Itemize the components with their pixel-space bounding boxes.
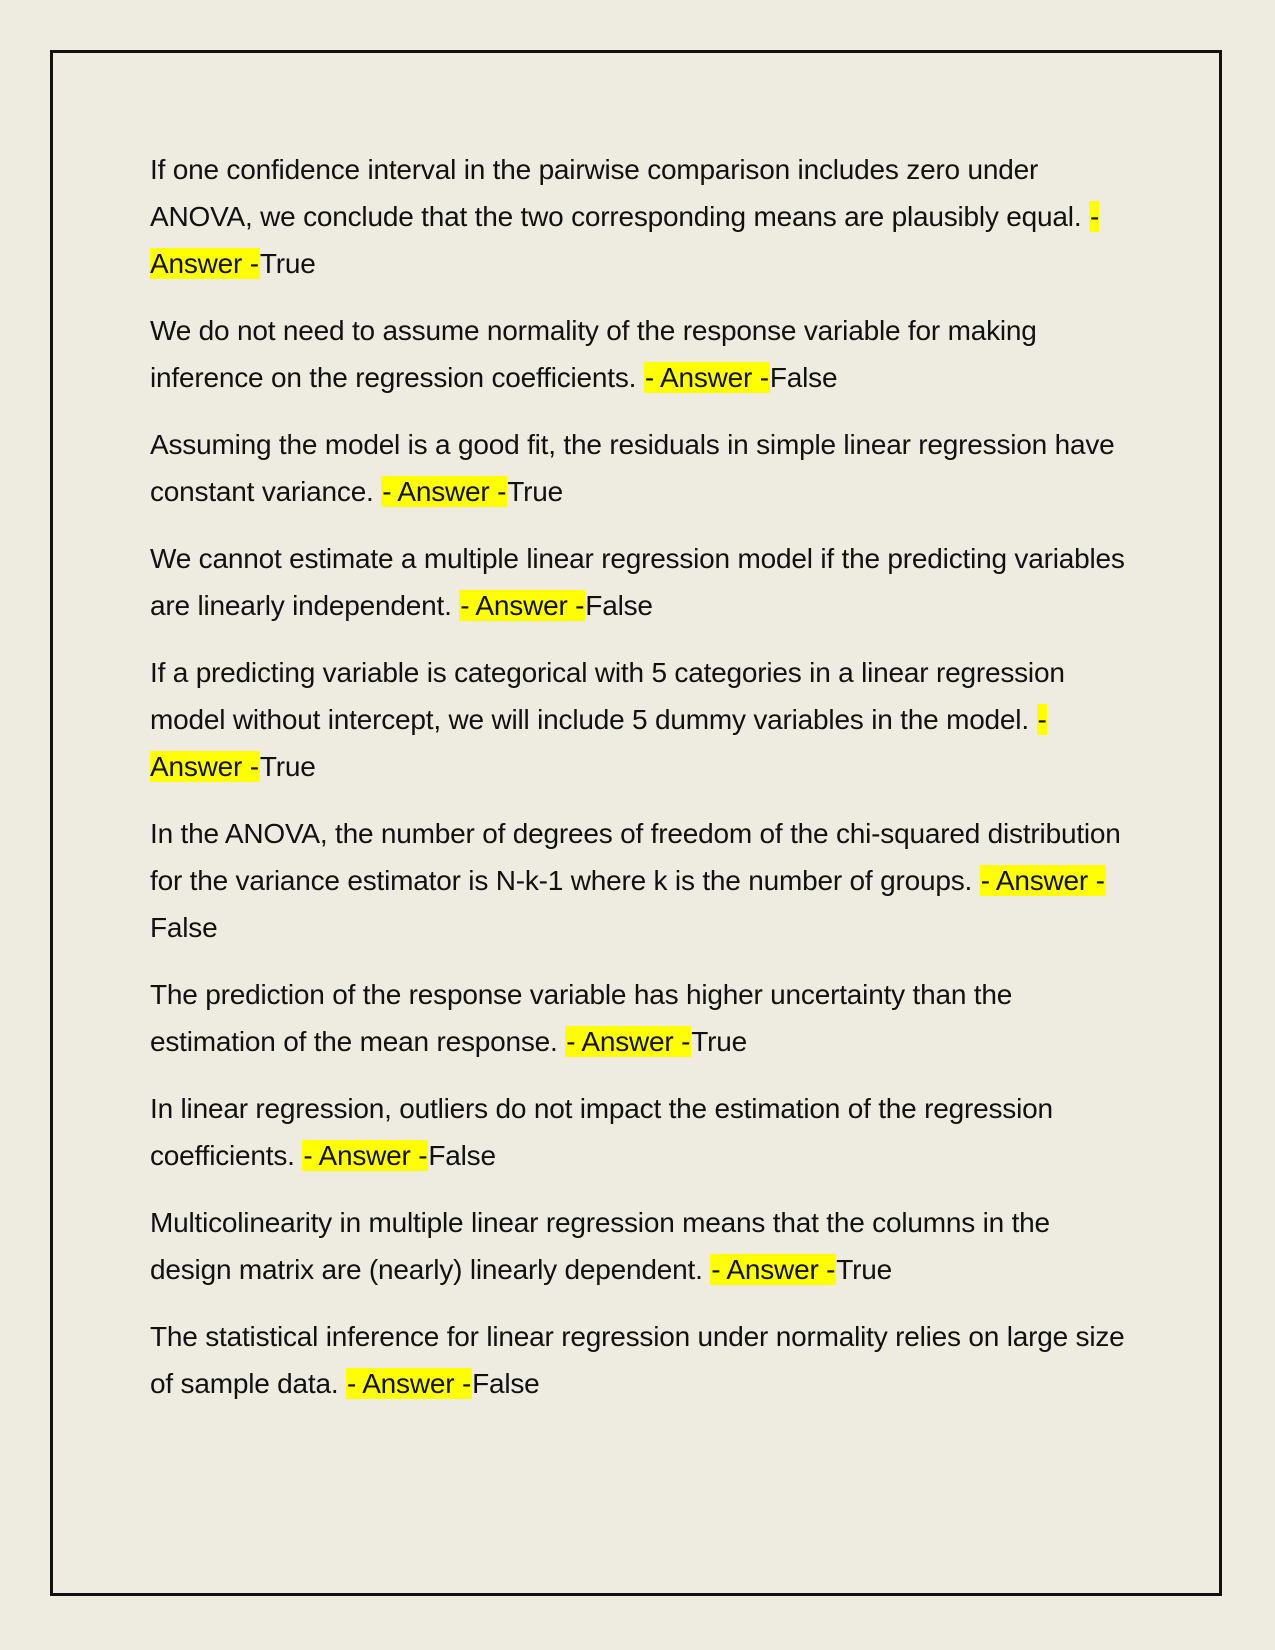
answer-highlight: - Answer - xyxy=(382,476,507,507)
answer-highlight: - Answer - xyxy=(460,590,585,621)
question-text: The statistical inference for linear regression under normality relies on large size of sample data. xyxy=(150,1321,1125,1399)
answer-highlight: - Answer - xyxy=(566,1026,691,1057)
answer-text: False xyxy=(585,590,653,621)
qa-item xyxy=(150,649,1135,790)
question-text: We do not need to assume normality of the response variable for making inference on the regression coefficients. xyxy=(150,315,1037,393)
qa-item xyxy=(150,1313,1135,1407)
answer-text: True xyxy=(691,1026,747,1057)
question-text: Multicolinearity in multiple linear regression means that the columns in the design matrix are (nearly) linearly dependent. xyxy=(150,1207,1050,1285)
qa-list xyxy=(150,146,1135,1427)
qa-item xyxy=(150,421,1135,515)
answer-text: True xyxy=(836,1254,893,1285)
answer-text: True xyxy=(507,476,563,507)
question-text: Assuming the model is a good fit, the residuals in simple linear regression have constant variance. xyxy=(150,429,1115,507)
answer-highlight: - Answer - xyxy=(980,865,1105,896)
qa-item xyxy=(150,146,1135,287)
question-text: In linear regression, outliers do not impact the estimation of the regression coefficients. xyxy=(150,1093,1053,1171)
qa-item xyxy=(150,810,1135,951)
question-text: If one confidence interval in the pairwise comparison includes zero under ANOVA, we conclude that the two corresponding means are plausibly equal. xyxy=(150,154,1082,232)
qa-item xyxy=(150,1085,1135,1179)
answer-highlight: - Answer - xyxy=(150,201,1100,279)
answer-highlight: - Answer - xyxy=(150,704,1047,782)
qa-item xyxy=(150,307,1135,401)
answer-highlight: - Answer - xyxy=(303,1140,428,1171)
question-text: If a predicting variable is categorical with 5 categories in a linear regression model without intercept, we will include 5 dummy variables in the model. xyxy=(150,657,1065,735)
answer-text: True xyxy=(259,248,316,279)
answer-highlight: - Answer - xyxy=(347,1368,472,1399)
answer-highlight: - Answer - xyxy=(644,362,769,393)
qa-item xyxy=(150,535,1135,629)
answer-text: False xyxy=(428,1140,496,1171)
qa-item xyxy=(150,1199,1135,1293)
answer-highlight: - Answer - xyxy=(711,1254,836,1285)
answer-text: False xyxy=(769,362,838,393)
answer-text: True xyxy=(259,751,316,782)
question-text: We cannot estimate a multiple linear regression model if the predicting variables are linearly independent. xyxy=(150,543,1125,621)
question-text: In the ANOVA, the number of degrees of freedom of the chi-squared distribution for the variance estimator is N-k-1 where k is the number of groups. xyxy=(150,818,1121,896)
qa-item xyxy=(150,971,1135,1065)
answer-text: False xyxy=(472,1368,540,1399)
answer-text: False xyxy=(150,912,218,943)
question-text: The prediction of the response variable has higher uncertainty than the estimation of the mean response. xyxy=(150,979,1013,1057)
